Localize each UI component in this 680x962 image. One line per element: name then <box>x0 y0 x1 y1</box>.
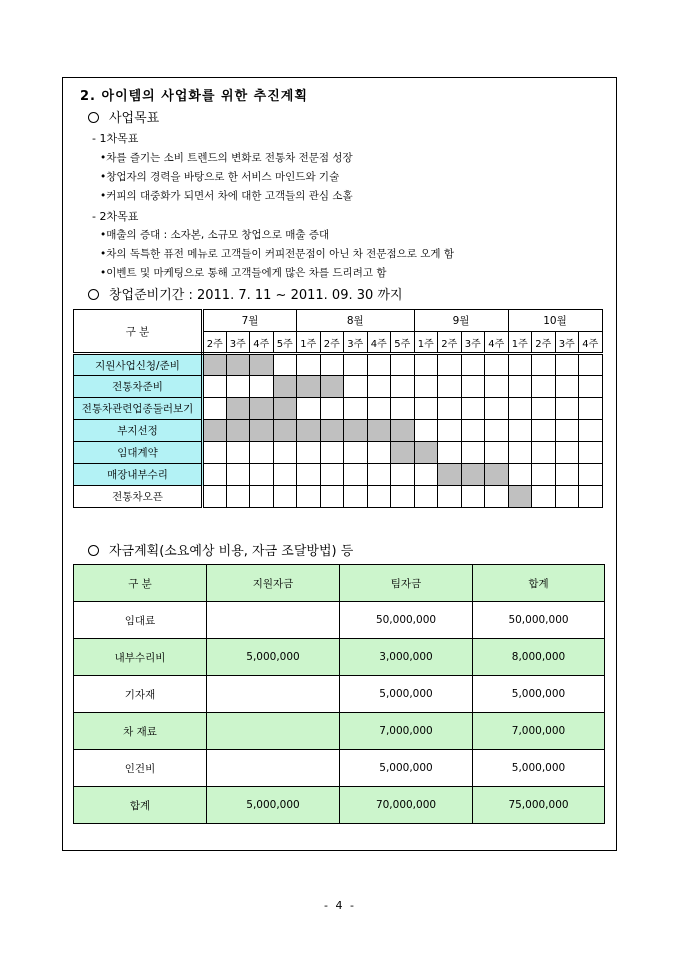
gantt-week-cell <box>250 442 274 464</box>
funding-row-label: 내부수리비 <box>74 639 207 676</box>
funding-column-header: 구 분 <box>74 565 207 602</box>
gantt-week-cell <box>203 486 227 508</box>
gantt-week-cell <box>508 486 532 508</box>
funding-column-header: 팀자금 <box>340 565 473 602</box>
circle-bullet-icon <box>88 545 99 556</box>
funding-cell: 7,000,000 <box>473 713 605 750</box>
gantt-week-cell <box>485 376 509 398</box>
gantt-week-header: 2주 <box>320 332 344 354</box>
gantt-week-header: 4주 <box>485 332 509 354</box>
funding-row <box>74 602 605 639</box>
gantt-task-row <box>74 464 603 486</box>
gantt-week-cell <box>273 420 297 442</box>
gantt-week-cell <box>297 398 321 420</box>
funding-row-label: 차 재료 <box>74 713 207 750</box>
gantt-week-cell <box>391 486 415 508</box>
schedule-heading-row <box>88 284 403 303</box>
funding-row <box>74 750 605 787</box>
gantt-week-cell <box>391 442 415 464</box>
gantt-week-cell <box>532 376 556 398</box>
gantt-week-header: 3주 <box>344 332 368 354</box>
gantt-week-cell <box>414 486 438 508</box>
funding-row <box>74 787 605 824</box>
gantt-week-cell <box>414 442 438 464</box>
gantt-month-header: 9월 <box>414 310 508 332</box>
gantt-week-cell <box>320 398 344 420</box>
gantt-week-cell <box>555 486 579 508</box>
first-goal-label: - 1차목표 <box>92 132 139 145</box>
gantt-week-cell <box>414 398 438 420</box>
gantt-week-cell <box>367 420 391 442</box>
gantt-week-header: 4주 <box>579 332 603 354</box>
gantt-week-cell <box>391 376 415 398</box>
gantt-week-cell <box>273 464 297 486</box>
funding-cell: 7,000,000 <box>340 713 473 750</box>
funding-row-label: 임대료 <box>74 602 207 639</box>
circle-bullet-icon <box>88 112 99 123</box>
gantt-week-cell <box>508 464 532 486</box>
gantt-week-cell <box>320 486 344 508</box>
gantt-week-cell <box>320 420 344 442</box>
funding-heading-row <box>88 540 353 559</box>
gantt-week-cell <box>555 464 579 486</box>
gantt-week-cell <box>461 486 485 508</box>
gantt-week-cell <box>391 464 415 486</box>
funding-column-header: 지원자금 <box>207 565 340 602</box>
gantt-week-cell <box>508 398 532 420</box>
gantt-week-cell <box>438 354 462 376</box>
gantt-week-cell <box>367 486 391 508</box>
funding-cell: 5,000,000 <box>340 750 473 787</box>
circle-bullet-icon <box>88 289 99 300</box>
gantt-week-cell <box>320 354 344 376</box>
schedule-gantt-table <box>73 309 603 508</box>
gantt-week-cell <box>438 420 462 442</box>
gantt-task-label: 부지선정 <box>74 420 203 442</box>
funding-cell: 5,000,000 <box>340 676 473 713</box>
gantt-week-cell <box>508 376 532 398</box>
gantt-week-cell <box>414 376 438 398</box>
gantt-week-cell <box>226 354 250 376</box>
gantt-week-cell <box>344 420 368 442</box>
gantt-week-cell <box>297 354 321 376</box>
funding-cell: 75,000,000 <box>473 787 605 824</box>
gantt-week-cell <box>273 354 297 376</box>
funding-row <box>74 639 605 676</box>
funding-cell: 3,000,000 <box>340 639 473 676</box>
gantt-week-header: 2주 <box>438 332 462 354</box>
gantt-task-row <box>74 354 603 376</box>
gantt-week-cell <box>485 420 509 442</box>
gantt-week-cell <box>250 376 274 398</box>
gantt-week-cell <box>485 354 509 376</box>
gantt-week-cell <box>555 398 579 420</box>
gantt-week-cell <box>485 442 509 464</box>
gantt-week-cell <box>532 486 556 508</box>
gantt-week-cell <box>226 464 250 486</box>
gantt-task-label: 매장내부수리 <box>74 464 203 486</box>
gantt-week-cell <box>532 420 556 442</box>
gantt-week-header: 1주 <box>508 332 532 354</box>
gantt-task-row <box>74 486 603 508</box>
gantt-week-header: 3주 <box>461 332 485 354</box>
gantt-week-cell <box>367 464 391 486</box>
gantt-week-cell <box>461 420 485 442</box>
gantt-week-cell <box>555 420 579 442</box>
gantt-week-cell <box>367 376 391 398</box>
goal-heading-row <box>88 107 159 126</box>
first-goal-item: •차를 즐기는 소비 트렌드의 변화로 전통차 전문점 성장 <box>100 152 353 164</box>
second-goal-label: - 2차목표 <box>92 210 139 223</box>
gantt-week-cell <box>226 442 250 464</box>
gantt-week-cell <box>250 398 274 420</box>
gantt-week-cell <box>579 376 603 398</box>
gantt-week-cell <box>438 442 462 464</box>
second-goal-item: •이벤트 및 마케팅으로 통해 고객들에게 많은 차를 드리려고 함 <box>100 267 387 279</box>
gantt-week-cell <box>485 464 509 486</box>
gantt-week-cell <box>226 376 250 398</box>
gantt-task-label: 전통차준비 <box>74 376 203 398</box>
gantt-week-cell <box>579 464 603 486</box>
funding-row-label: 인건비 <box>74 750 207 787</box>
funding-cell: 8,000,000 <box>473 639 605 676</box>
funding-cell: 5,000,000 <box>207 639 340 676</box>
gantt-week-cell <box>203 442 227 464</box>
funding-table <box>73 564 605 824</box>
gantt-week-cell <box>320 442 344 464</box>
gantt-week-header: 4주 <box>367 332 391 354</box>
gantt-week-cell <box>250 464 274 486</box>
gantt-week-header: 4주 <box>250 332 274 354</box>
gantt-week-cell <box>485 398 509 420</box>
funding-heading: 자금계획(소요예상 비용, 자금 조달방법) 등 <box>109 544 354 559</box>
funding-row-label: 합계 <box>74 787 207 824</box>
gantt-task-label: 임대계약 <box>74 442 203 464</box>
gantt-week-cell <box>508 442 532 464</box>
gantt-week-header: 1주 <box>297 332 321 354</box>
gantt-week-cell <box>414 420 438 442</box>
gantt-week-cell <box>579 442 603 464</box>
gantt-week-header: 3주 <box>555 332 579 354</box>
gantt-week-cell <box>297 376 321 398</box>
funding-cell: 5,000,000 <box>473 750 605 787</box>
gantt-month-header: 7월 <box>203 310 297 332</box>
gantt-task-label: 전통차관련업종둘러보기 <box>74 398 203 420</box>
gantt-week-cell <box>203 376 227 398</box>
funding-cell: 5,000,000 <box>207 787 340 824</box>
gantt-week-cell <box>508 354 532 376</box>
gantt-week-cell <box>250 420 274 442</box>
gantt-week-header: 5주 <box>391 332 415 354</box>
gantt-week-cell <box>532 354 556 376</box>
funding-cell: 50,000,000 <box>340 602 473 639</box>
gantt-week-cell <box>273 398 297 420</box>
gantt-week-cell <box>203 464 227 486</box>
gantt-week-cell <box>555 354 579 376</box>
gantt-week-cell <box>367 354 391 376</box>
funding-row <box>74 676 605 713</box>
gantt-week-cell <box>438 486 462 508</box>
gantt-week-cell <box>391 420 415 442</box>
schedule-heading: 창업준비기간 : 2011. 7. 11 ~ 2011. 09. 30 까지 <box>109 288 403 303</box>
gantt-week-cell <box>297 464 321 486</box>
gantt-week-cell <box>250 354 274 376</box>
gantt-week-cell <box>438 398 462 420</box>
gantt-week-cell <box>391 398 415 420</box>
gantt-week-cell <box>391 354 415 376</box>
funding-row-label: 기자재 <box>74 676 207 713</box>
gantt-task-row <box>74 398 603 420</box>
first-goal-item: •커피의 대중화가 되면서 차에 대한 고객들의 관심 소홀 <box>100 190 353 202</box>
gantt-week-cell <box>579 420 603 442</box>
gantt-week-cell <box>532 442 556 464</box>
gantt-week-cell <box>273 442 297 464</box>
gantt-week-cell <box>344 398 368 420</box>
gantt-week-cell <box>579 354 603 376</box>
gantt-week-header: 2주 <box>203 332 227 354</box>
gantt-week-cell <box>555 376 579 398</box>
funding-cell: 50,000,000 <box>473 602 605 639</box>
gantt-week-cell <box>508 420 532 442</box>
gantt-week-cell <box>344 486 368 508</box>
gantt-week-cell <box>367 398 391 420</box>
page-number: - 4 - <box>324 899 356 912</box>
gantt-week-cell <box>344 376 368 398</box>
gantt-week-cell <box>320 376 344 398</box>
gantt-corner-label: 구 분 <box>74 310 203 354</box>
gantt-week-cell <box>461 464 485 486</box>
gantt-week-cell <box>414 354 438 376</box>
section-title: 2. 아이템의 사업화를 위한 추진계획 <box>80 89 308 104</box>
gantt-week-cell <box>344 354 368 376</box>
gantt-week-cell <box>438 464 462 486</box>
gantt-week-cell <box>532 398 556 420</box>
gantt-week-cell <box>485 486 509 508</box>
gantt-week-cell <box>555 442 579 464</box>
gantt-week-cell <box>367 442 391 464</box>
gantt-week-cell <box>273 486 297 508</box>
gantt-week-cell <box>344 442 368 464</box>
funding-cell <box>207 713 340 750</box>
gantt-week-cell <box>226 486 250 508</box>
gantt-week-header: 2주 <box>532 332 556 354</box>
gantt-week-cell <box>438 376 462 398</box>
gantt-week-cell <box>579 398 603 420</box>
second-goal-item: •매출의 증대 : 소자본, 소규모 창업으로 매출 증대 <box>100 229 330 241</box>
gantt-week-cell <box>532 464 556 486</box>
funding-column-header: 합계 <box>473 565 605 602</box>
gantt-week-cell <box>461 398 485 420</box>
funding-cell <box>207 676 340 713</box>
funding-cell <box>207 602 340 639</box>
funding-row <box>74 713 605 750</box>
goal-heading: 사업목표 <box>109 111 160 126</box>
gantt-week-cell <box>203 420 227 442</box>
gantt-week-cell <box>203 354 227 376</box>
gantt-task-label: 전통차오픈 <box>74 486 203 508</box>
gantt-week-cell <box>226 398 250 420</box>
gantt-week-cell <box>203 398 227 420</box>
gantt-week-cell <box>461 354 485 376</box>
gantt-week-header: 3주 <box>226 332 250 354</box>
gantt-task-label: 지원사업신청/준비 <box>74 354 203 376</box>
gantt-task-row <box>74 420 603 442</box>
gantt-task-row <box>74 376 603 398</box>
funding-cell <box>207 750 340 787</box>
gantt-week-cell <box>344 464 368 486</box>
gantt-task-row <box>74 442 603 464</box>
gantt-week-cell <box>297 420 321 442</box>
gantt-week-cell <box>320 464 344 486</box>
gantt-week-cell <box>461 376 485 398</box>
gantt-week-cell <box>273 376 297 398</box>
gantt-week-header: 5주 <box>273 332 297 354</box>
gantt-week-header: 1주 <box>414 332 438 354</box>
gantt-week-cell <box>461 442 485 464</box>
funding-cell: 70,000,000 <box>340 787 473 824</box>
gantt-week-cell <box>297 442 321 464</box>
gantt-week-cell <box>414 464 438 486</box>
gantt-week-cell <box>250 486 274 508</box>
funding-cell: 5,000,000 <box>473 676 605 713</box>
gantt-month-header: 8월 <box>297 310 415 332</box>
gantt-week-cell <box>226 420 250 442</box>
gantt-month-header: 10월 <box>508 310 602 332</box>
gantt-week-cell <box>579 486 603 508</box>
gantt-week-cell <box>297 486 321 508</box>
second-goal-item: •차의 독특한 퓨전 메뉴로 고객들이 커피전문점이 아닌 차 전문점으로 오게 함 <box>100 248 455 260</box>
first-goal-item: •창업자의 경력을 바탕으로 한 서비스 마인드와 기술 <box>100 171 340 183</box>
